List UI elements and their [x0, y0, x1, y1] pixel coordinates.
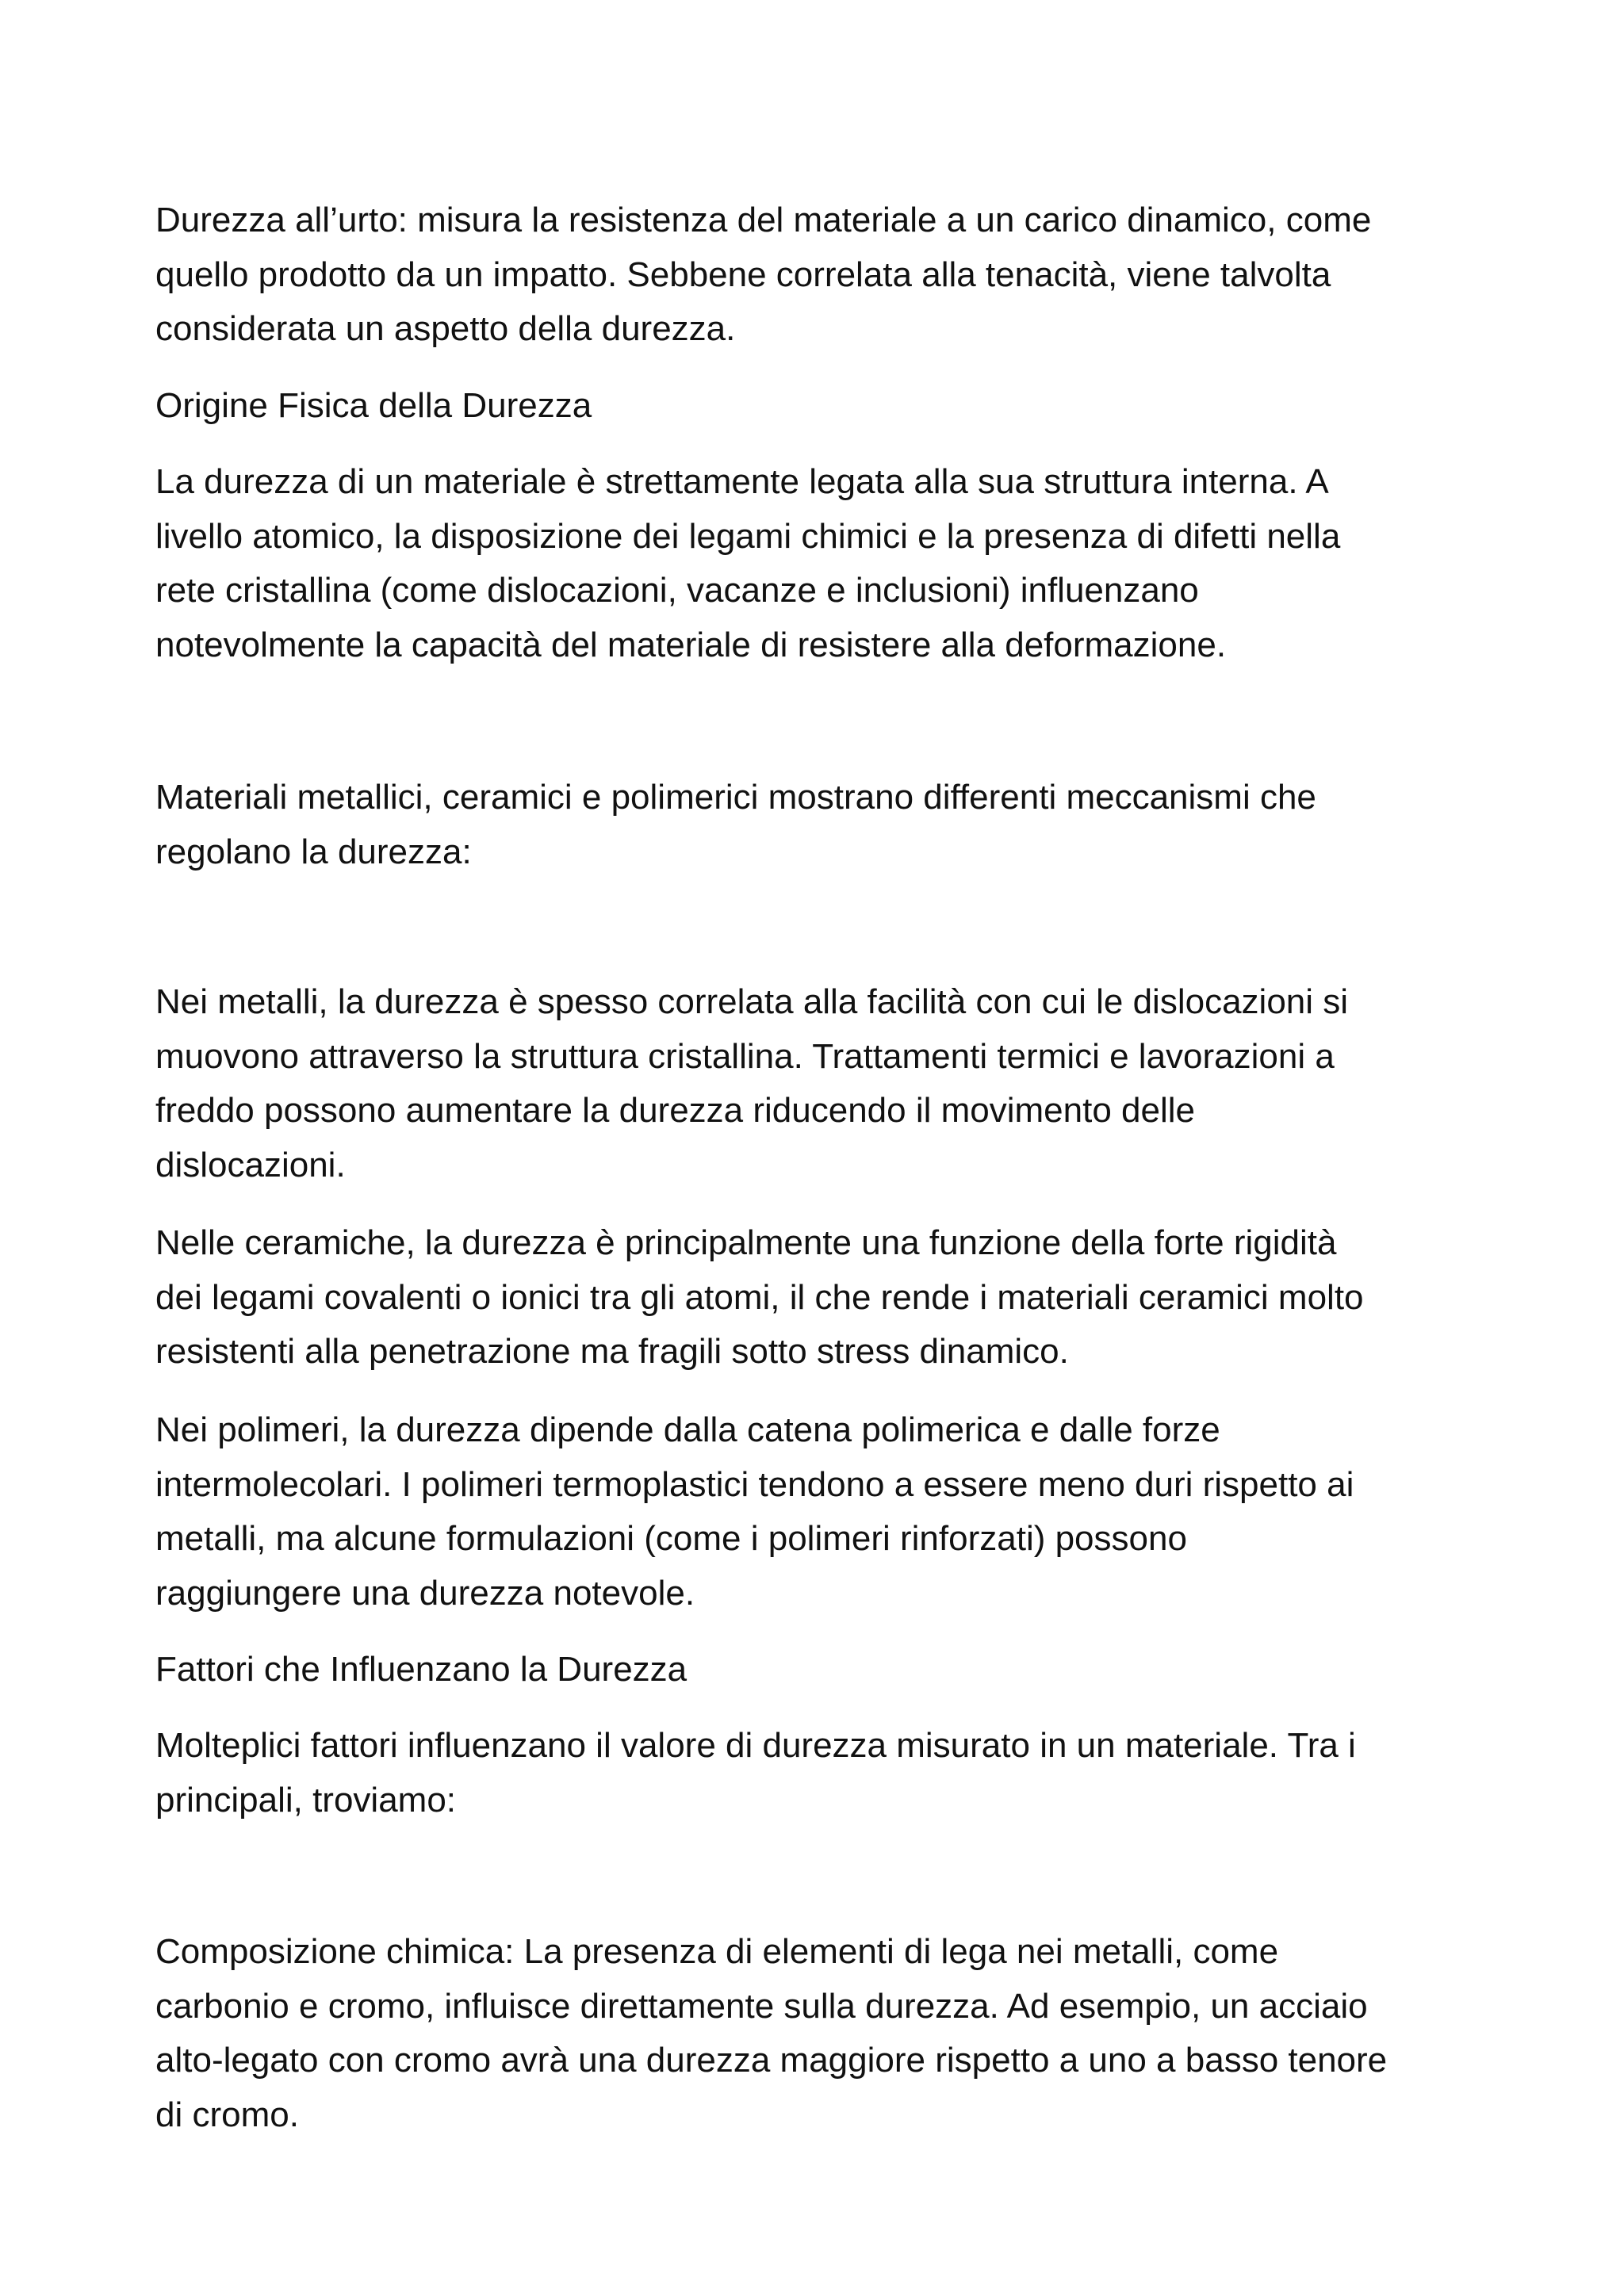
section-heading-fattori: Fattori che Influenzano la Durezza	[155, 1650, 688, 1689]
paragraph-ceramiche: Nelle ceramiche, la durezza è principalmente una funzione della forte rigidità dei legami covalenti o ionici tra gli atomi, il che rende i materiali ceramici molto resistenti alla penetrazione ma fragili sotto stress dinamico.	[155, 1223, 1364, 1371]
paragraph-metalli: Nei metalli, la durezza è spesso correlata alla facilità con cui le dislocazioni si muovono attraverso la struttura cristallina. Trattamenti termici e lavorazioni a freddo possono aumentare la durezza riducendo il movimento delle dislocazioni.	[155, 982, 1349, 1184]
paragraph-molteplici-fattori: Molteplici fattori influenzano il valore di durezza misurato in un materiale. Tra i principali, troviamo:	[155, 1726, 1356, 1820]
section-heading-origine-fisica: Origine Fisica della Durezza	[155, 386, 592, 425]
paragraph-materiali-meccanismi: Materiali metallici, ceramici e polimerici mostrano differenti meccanismi che regolano la durezza:	[155, 778, 1316, 871]
paragraph-composizione-chimica: Composizione chimica: La presenza di elementi di lega nei metalli, come carbonio e cromo, influisce direttamente sulla durezza. Ad esempio, un acciaio alto-legato con cromo avrà una durezza maggiore rispetto a uno a basso tenore di cromo.	[155, 1932, 1388, 2134]
paragraph-struttura-interna: La durezza di un materiale è strettamente legata alla sua struttura interna. A livello atomico, la disposizione dei legami chimici e la presenza di difetti nella rete cristallina (come dislocazioni, vacanze e inclusioni) influenzano notevolmente la capacità del materiale di resistere alla deformazione.	[155, 462, 1341, 664]
paragraph-polimeri: Nei polimeri, la durezza dipende dalla catena polimerica e dalle forze intermolecolari. I polimeri termoplastici tendono a essere meno duri rispetto ai metalli, ma alcune formulazioni (come i polimeri rinforzati) possono raggiungere una durezza notevole.	[155, 1410, 1354, 1613]
paragraph-durezza-urto: Durezza all’urto: misura la resistenza del materiale a un carico dinamico, come quello prodotto da un impatto. Sebbene correlata alla tenacità, viene talvolta considerata un aspetto della durezza.	[155, 201, 1372, 348]
